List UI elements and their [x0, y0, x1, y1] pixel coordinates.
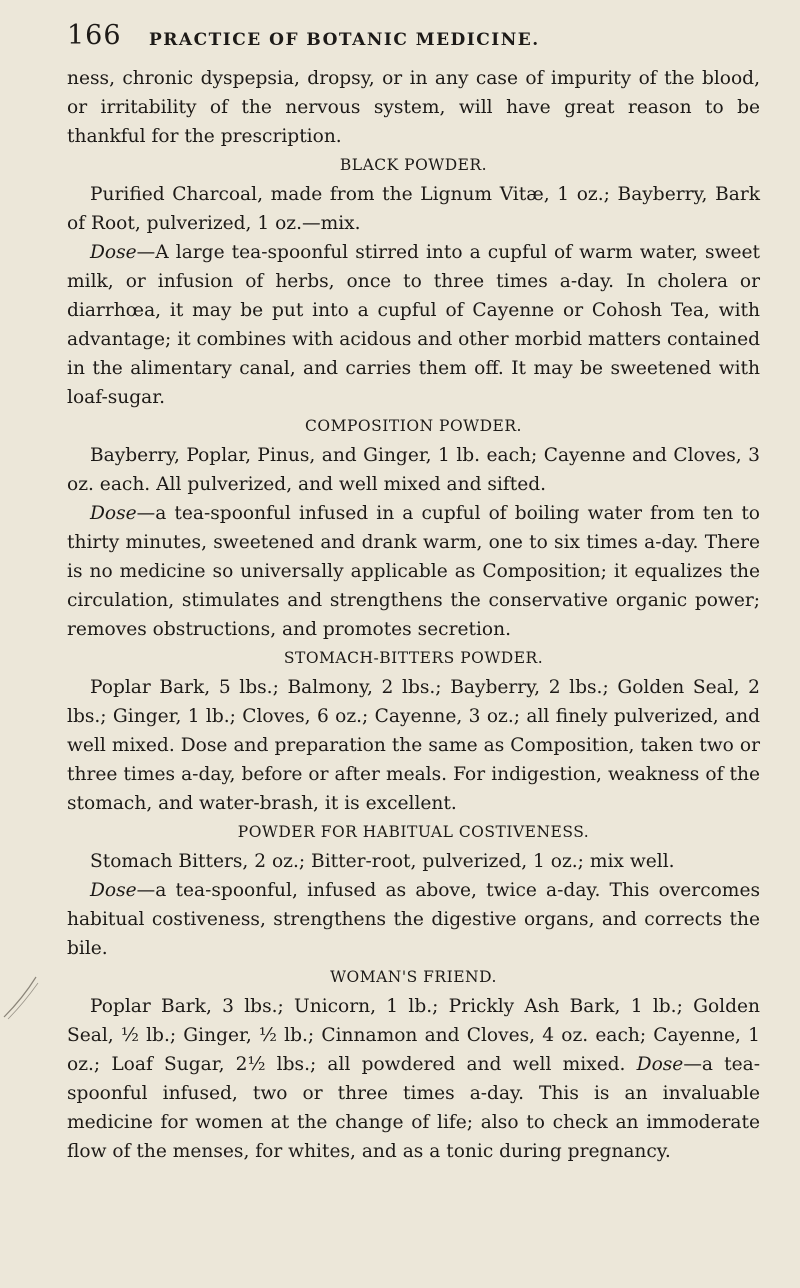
costiveness-powder-dose: [67, 876, 760, 963]
black-powder-dose: [67, 238, 760, 412]
composition-powder-dose: [67, 499, 760, 644]
dose-text: —a tea-spoonful infused, two or three times a-day. This is an invaluable medicine for women at the change of life; also to check an immoderate flow of the menses, for whites, and as a tonic during pregnancy.: [67, 1054, 761, 1162]
stomach-bitters-heading: STOMACH-BITTERS POWDER.: [283, 649, 544, 667]
composition-powder-heading: COMPOSITION POWDER.: [305, 417, 522, 435]
dose-label: Dose: [90, 880, 137, 901]
black-powder-heading: BLACK POWDER.: [339, 156, 488, 174]
recipe-text: Poplar Bark, 3 lbs.; Unicorn, 1 lb.; Prickly Ash Bark, 1 lb.; Golden Seal, ½ lb.; Ginger, ½ lb.; Cinnamon and Cloves, 4 oz. each; Cayenne, 1 oz.; Loaf Sugar, 2½ lbs.; all powdered and well mixed.: [67, 996, 760, 1075]
dose-label: Dose: [90, 242, 137, 263]
dose-text: —a tea-spoonful infused in a cupful of boiling water from ten to thirty minutes, sweetened and drank warm, one to six times a-day. There is no medicine so universally applicable as Composition; it equalizes the circulation, stimulates and strengthens the conservative organic power; removes obstructions, and promotes secretion.: [67, 503, 760, 640]
composition-powder-recipe: Bayberry, Poplar, Pinus, and Ginger, 1 lb. each; Cayenne and Cloves, 3 oz. each. All pulverized, and well mixed and sifted.: [67, 445, 760, 495]
pencil-mark: [2, 973, 42, 1023]
dose-label: Dose: [90, 503, 137, 524]
page-body: [67, 64, 760, 1166]
costiveness-powder-recipe: Stomach Bitters, 2 oz.; Bitter-root, pulverized, 1 oz.; mix well.: [90, 851, 675, 872]
stomach-bitters-recipe: Poplar Bark, 5 lbs.; Balmony, 2 lbs.; Bayberry, 2 lbs.; Golden Seal, 2 lbs.; Ginger, 1 lb.; Cloves, 6 oz.; Cayenne, 3 oz.; all finely pulverized, and well mixed. Dose and preparation the same as Composition, taken two or three times a-day, before or after meals. For indigestion, weakness of the stomach, and water-brash, it is excellent.: [67, 677, 760, 814]
running-head: [67, 18, 760, 64]
costiveness-powder-heading: POWDER FOR HABITUAL COSTIVENESS.: [237, 823, 590, 841]
page-number: 166: [67, 20, 122, 51]
black-powder-recipe: Purified Charcoal, made from the Lignum Vitæ, 1 oz.; Bayberry, Bark of Root, pulverized, 1 oz.—mix.: [67, 184, 760, 234]
dose-text: —a tea-spoonful, infused as above, twice a-day. This overcomes habitual costiveness, strengthens the digestive organs, and corrects the bile.: [67, 880, 760, 959]
running-title: PRACTICE OF BOTANIC MEDICINE.: [149, 30, 540, 50]
dose-text: —A large tea-spoonful stirred into a cupful of warm water, sweet milk, or infusion of herbs, once to three times a-day. In cholera or diarrhœa, it may be put into a cupful of Cayenne or Cohosh Tea, with advantage; it combines with acidous and other morbid matters contained in the alimentary canal, and carries them off. It may be sweetened with loaf-sugar.: [67, 242, 760, 408]
opening-paragraph: ness, chronic dyspepsia, dropsy, or in any case of impurity of the blood, or irritability of the nervous system, will have great reason to be thankful for the prescription.: [67, 68, 760, 147]
womans-friend-recipe: [67, 992, 760, 1166]
womans-friend-heading: WOMAN'S FRIEND.: [330, 968, 497, 986]
dose-label: Dose: [636, 1054, 684, 1075]
